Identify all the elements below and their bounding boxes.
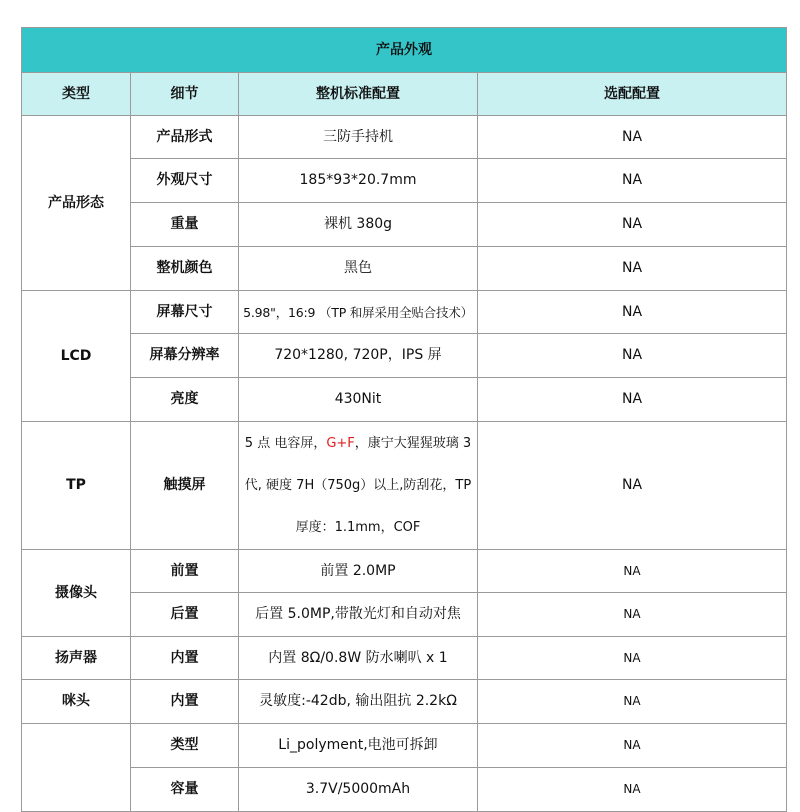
- detail-label: 外观尺寸: [131, 159, 239, 203]
- optional-value: NA: [478, 334, 787, 378]
- standard-value: 185*93*20.7mm: [239, 159, 478, 203]
- detail-label: 前置: [131, 550, 239, 593]
- detail-label: 后置: [131, 593, 239, 637]
- category-speaker: 扬声器: [22, 637, 131, 680]
- standard-value: 前置 2.0MP: [239, 550, 478, 593]
- standard-value: 灵敏度:-42db, 输出阻抗 2.2kΩ: [239, 680, 478, 724]
- standard-value: 三防手持机: [239, 116, 478, 159]
- detail-label: 重量: [131, 203, 239, 247]
- detail-label: 屏幕尺寸: [131, 291, 239, 334]
- category-lcd: LCD: [22, 291, 131, 422]
- optional-value: NA: [478, 593, 787, 637]
- tp-line2: 代, 硬度 7H（750g）以上,防刮花，TP: [244, 477, 472, 493]
- detail-label: 整机颜色: [131, 247, 239, 291]
- optional-value: NA: [478, 116, 787, 159]
- standard-value: 黑色: [239, 247, 478, 291]
- detail-label: 触摸屏: [131, 422, 239, 550]
- optional-value: NA: [478, 637, 787, 680]
- tp-line3: 厚度：1.1mm，COF: [295, 519, 421, 535]
- standard-value: Li_polyment,电池可拆卸: [239, 724, 478, 768]
- standard-value: 3.7V/5000mAh: [239, 768, 478, 812]
- detail-label: 内置: [131, 637, 239, 680]
- optional-value: NA: [478, 203, 787, 247]
- spec-table: [21, 27, 787, 812]
- tp-line1-post: ，康宁大猩猩玻璃 3: [354, 435, 472, 451]
- optional-value: NA: [478, 768, 787, 812]
- header-optional: 选配配置: [478, 73, 787, 116]
- optional-value: NA: [478, 291, 787, 334]
- header-standard: 整机标准配置: [239, 73, 478, 116]
- detail-label: 容量: [131, 768, 239, 812]
- optional-value: NA: [478, 247, 787, 291]
- header-type: 类型: [22, 73, 131, 116]
- category-camera: 摄像头: [22, 550, 131, 637]
- standard-value-touchscreen: [239, 422, 478, 550]
- standard-value: 后置 5.0MP,带散光灯和自动对焦: [239, 593, 478, 637]
- optional-value: NA: [478, 378, 787, 422]
- detail-label: 屏幕分辨率: [131, 334, 239, 378]
- tp-line1-pre: 5 点 电容屏，: [244, 435, 327, 451]
- category-form: 产品形态: [22, 116, 131, 291]
- detail-label: 类型: [131, 724, 239, 768]
- optional-value: NA: [478, 550, 787, 593]
- standard-value: 裸机 380g: [239, 203, 478, 247]
- category-tp: TP: [22, 422, 131, 550]
- category-mic: 咪头: [22, 680, 131, 724]
- standard-value: 720*1280, 720P，IPS 屏: [239, 334, 478, 378]
- optional-value: NA: [478, 422, 787, 550]
- tp-highlight: G+F: [326, 435, 355, 451]
- table-title: 产品外观: [22, 28, 787, 73]
- detail-label: 产品形式: [131, 116, 239, 159]
- standard-value: 5.98"，16:9 （TP 和屏采用全贴合技术）: [239, 291, 478, 334]
- standard-value: 430Nit: [239, 378, 478, 422]
- header-detail: 细节: [131, 73, 239, 116]
- detail-label: 内置: [131, 680, 239, 724]
- category-battery: [22, 724, 131, 812]
- optional-value: NA: [478, 724, 787, 768]
- optional-value: NA: [478, 680, 787, 724]
- detail-label: 亮度: [131, 378, 239, 422]
- optional-value: NA: [478, 159, 787, 203]
- standard-value: 内置 8Ω/0.8W 防水喇叭 x 1: [239, 637, 478, 680]
